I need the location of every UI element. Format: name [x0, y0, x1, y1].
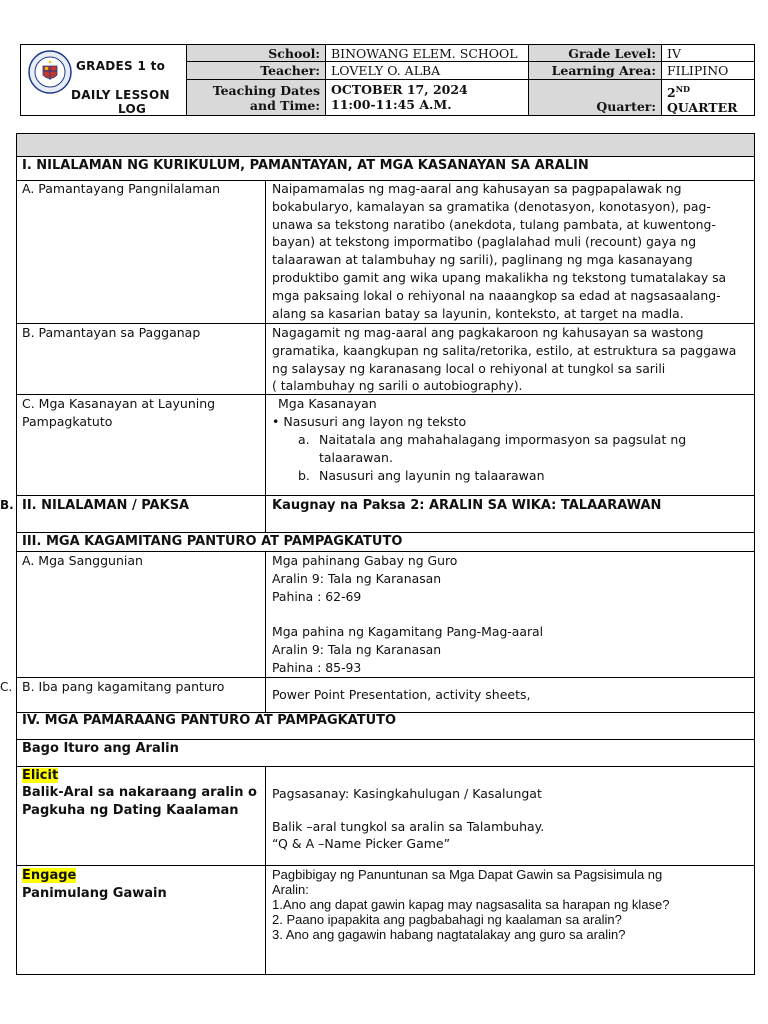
text-line: Mga pahinang Gabay ng Guro [272, 553, 458, 568]
row-divider [16, 865, 755, 866]
mga-kasanayan-title: Mga Kasanayan [278, 396, 377, 411]
text-line: Pagkuha ng Dating Kaalaman [22, 803, 239, 818]
text-line: talaarawan. [319, 450, 393, 465]
text-line: unawa sa tekstong naratibo (anekdota, tulang pambata, at kuwentong- [272, 216, 716, 232]
teaching-time: 11:00-11:45 A.M. [331, 97, 452, 112]
sanggunian-text [272, 552, 543, 677]
text-line: Balik-Aral sa nakaraang aralin o [22, 785, 257, 800]
teaching-dates-label-line-2: and Time: [249, 98, 320, 113]
margin-letter-b: B. [0, 498, 14, 512]
section-3-heading: III. MGA KAGAMITANG PANTURO AT PAMPAGKATUTO [22, 534, 403, 549]
quarter-label: Quarter: [528, 79, 662, 116]
list-item-a [319, 431, 686, 467]
column-divider [265, 766, 266, 975]
text-line: C. Mga Kasanayan at Layuning [22, 396, 216, 411]
text-line: Aralin 9: Tala ng Karanasan [272, 641, 442, 657]
margin-letter-c: C. [0, 680, 13, 694]
row-divider [16, 495, 755, 496]
column-divider [265, 180, 266, 532]
text-line: gramatika, kaangkupan ng salita/retorika, estilo, at estruktura sa paggawa [272, 342, 737, 358]
learning-area-value: FILIPINO [661, 61, 755, 80]
elicit-highlight: Elicit [22, 768, 59, 783]
iba-pang-kagamitan-label: B. Iba pang kagamitang panturo [22, 679, 225, 694]
iba-pang-kagamitan-value: Power Point Presentation, activity sheets, [272, 687, 531, 702]
engage-tag [22, 867, 76, 885]
elicit-review: Balik –aral tungkol sa aralin sa Talambuhay. [272, 819, 545, 834]
teaching-dates-value [325, 79, 529, 116]
engage-label: Panimulang Gawain [22, 886, 167, 901]
bago-ituro-heading: Bago Ituro ang Aralin [22, 741, 179, 756]
text-line: ( talambuhay ng sarili o autobiography). [272, 378, 523, 394]
list-marker-a: a. [298, 432, 310, 447]
log-title-line-3: LOG [118, 102, 147, 116]
text-line: Pahina : 62-69 [272, 588, 362, 604]
text-line: Aralin: [272, 882, 309, 897]
teacher-label: Teacher: [186, 61, 326, 80]
school-label: School: [186, 44, 326, 62]
text-line: 2. Paano ipapakita ang pagbabahagi ng kaalaman sa aralin? [272, 912, 622, 927]
section-2-heading: II. NILALAMAN / PAKSA [22, 498, 190, 513]
text-line: bayan) at tekstong impormatibo (paglalahad muli (recount) gaya ng [272, 234, 697, 250]
column-divider [265, 551, 266, 712]
text-line: 1.Ano ang dapat gawin kapag may nagsasalita sa harapan ng klase? [272, 897, 670, 912]
log-title-line-2: DAILY LESSON [71, 88, 170, 102]
list-item-b: Nasusuri ang layunin ng talaarawan [319, 468, 545, 483]
text-line: produktibo gamit ang wika upang makalikha ng tekstong tumatalakay sa [272, 269, 727, 285]
kasanayan-label [22, 395, 215, 431]
pamantayang-pangnilalaman-label: A. Pamantayang Pangnilalaman [22, 181, 221, 196]
elicit-game: “Q & A –Name Picker Game” [272, 836, 451, 851]
section-4-heading: IV. MGA PAMARAANG PANTURO AT PAMPAGKATUTO [22, 713, 397, 728]
text-line: Aralin 9: Tala ng Karanasan [272, 570, 442, 586]
pamantayang-pangnilalaman-text [272, 180, 726, 322]
quarter-word: QUARTER [667, 100, 738, 116]
text-line: 3. Ano ang gagawin habang nagtatalakay ang guro sa aralin? [272, 927, 626, 942]
list-marker-b: b. [298, 468, 310, 483]
text-line: Pagbibigay ng Panuntunan sa Mga Dapat Gawin sa Pagsisimula ng [272, 867, 663, 882]
quarter-suffix: ND [675, 84, 690, 94]
text-line: bokabularyo, kamalayan sa gramatika (denotasyon, konotasyon), pag- [272, 198, 711, 214]
text-line: Nagagamit ng mag-aaral ang pagkakaroon ng kahusayan sa wastong [272, 325, 704, 340]
text-line: ng salaysay ng karanasang local o rehiyonal at tungkol sa sarili [272, 360, 666, 376]
section-2-topic: Kaugnay na Paksa 2: ARALIN SA WIKA: TALAARAWAN [272, 498, 662, 513]
elicit-label [22, 784, 257, 820]
elicit-activity: Pagsasanay: Kasingkahulugan / Kasalungat [272, 786, 542, 801]
text-line: Naitatala ang mahahalagang impormasyon sa pagsulat ng [319, 432, 687, 447]
text-line: Pahina : 85-93 [272, 659, 362, 675]
sanggunian-label: A. Mga Sanggunian [22, 553, 143, 568]
text-line: Mga pahina ng Kagamitang Pang-Mag-aaral [272, 624, 544, 640]
learning-area-label: Learning Area: [528, 61, 662, 80]
teaching-dates-label [186, 79, 326, 116]
deped-seal-icon [28, 50, 72, 94]
engage-highlight: Engage [22, 868, 77, 883]
grade-level-value: IV [661, 44, 755, 62]
quarter-value [661, 79, 755, 116]
table-top-band [17, 134, 754, 156]
row-divider [16, 766, 755, 767]
grade-level-label: Grade Level: [528, 44, 662, 62]
kasanayan-bullet: • Nasusuri ang layon ng teksto [272, 414, 467, 429]
log-title-line-1: GRADES 1 to [76, 59, 166, 73]
text-line: Naipamamalas ng mag-aaral ang kahusayan sa pagpapalawak ng [272, 181, 682, 196]
school-value: BINOWANG ELEM. SCHOOL [325, 44, 529, 62]
pamantayan-sa-pagganap-text [272, 324, 736, 395]
text-line: mga paksaing lokal o rehiyonal na naaangkop sa edad at nagsasaalang- [272, 287, 721, 303]
teacher-value: LOVELY O. ALBA [325, 61, 529, 80]
text-line: Pampagkatuto [22, 414, 113, 429]
elicit-tag [22, 767, 58, 785]
text-line: alang sa kasarian batay sa layunin, konteksto, at target na madla. [272, 305, 684, 321]
text-line: talaarawan at talambuhay ng sarili), paglinang ng mga kasanayang [272, 252, 693, 268]
pamantayan-sa-pagganap-label: B. Pamantayan sa Pagganap [22, 325, 201, 340]
engage-text [272, 867, 670, 942]
teaching-dates-label-line-1: Teaching Dates [212, 83, 320, 98]
quarter-number: 2 [667, 85, 676, 101]
section-1-heading: I. NILALAMAN NG KURIKULUM, PAMANTAYAN, AT MGA KASANAYAN SA ARALIN [22, 158, 589, 173]
teaching-date: OCTOBER 17, 2024 [331, 82, 468, 97]
